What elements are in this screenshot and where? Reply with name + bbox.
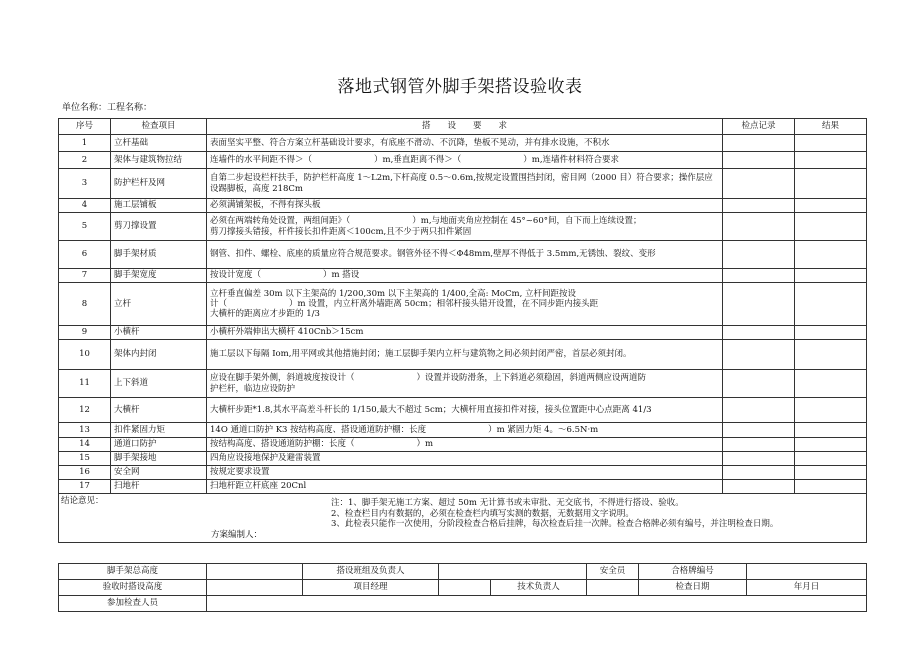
table-row bbox=[59, 398, 867, 423]
req-text: 应设在脚手架外侧，斜道坡度按设计（ bbox=[210, 373, 355, 384]
result-cell[interactable] bbox=[795, 423, 867, 438]
footer-row bbox=[59, 564, 867, 580]
table-row bbox=[59, 135, 867, 152]
row-item: 架体内封闭 bbox=[111, 340, 207, 370]
footer-table bbox=[58, 563, 867, 612]
table-row bbox=[59, 152, 867, 169]
row-requirement: 钢管、扣件、螺栓、底座的质量应符合规范要求。钢管外径不得＜Φ48mm,壁厚不得低于 3.5mm,无锈蚀、裂纹、变形 bbox=[207, 241, 723, 269]
row-no: 2 bbox=[59, 152, 111, 169]
req-text: 14O 通道口防护 K3 按结构高度、搭设通道防护棚：长度 bbox=[210, 424, 427, 435]
req-text: ）m bbox=[416, 439, 434, 450]
accept-height-label: 验收时搭设高度 bbox=[59, 580, 207, 596]
row-requirement: 自第二步起设栏杆扶手，防护栏杆高度 1～L2m,下杆高度 0.5～0.6m,按规定设置围挡封闭，密目网（2000 目）符合要求；操作层应设踢脚板，高度 218Cm bbox=[207, 169, 723, 199]
table-row bbox=[59, 326, 867, 340]
inspection-table bbox=[58, 118, 867, 543]
note-2: 2、检查栏目内有数据的，必须在检查栏内填写实测的数据，无数据用文字说明。 bbox=[331, 508, 634, 519]
row-no: 3 bbox=[59, 169, 111, 199]
result-cell[interactable] bbox=[795, 326, 867, 340]
row-requirement bbox=[207, 213, 723, 241]
record-cell[interactable] bbox=[723, 152, 795, 169]
row-no: 15 bbox=[59, 452, 111, 466]
result-cell[interactable] bbox=[795, 370, 867, 398]
row-no: 6 bbox=[59, 241, 111, 269]
row-no: 11 bbox=[59, 370, 111, 398]
record-cell[interactable] bbox=[723, 169, 795, 199]
row-requirement bbox=[207, 152, 723, 169]
row-requirement: 大横杆步距*1.8,其水平高差斗杆长的 1/150,最大不超过 5cm；大横杆用直接扣件对接，接头位置距中心点距离 41/3 bbox=[207, 398, 723, 423]
table-row bbox=[59, 241, 867, 269]
table-row bbox=[59, 452, 867, 466]
row-item: 上下斜道 bbox=[111, 370, 207, 398]
table-row bbox=[59, 269, 867, 283]
req-text: 大横杆的距离应才步距的 1/3 bbox=[210, 309, 320, 320]
accept-height-value[interactable] bbox=[207, 580, 303, 596]
check-date-label: 检查日期 bbox=[639, 580, 747, 596]
header-record: 检点记录 bbox=[723, 119, 795, 135]
row-no: 8 bbox=[59, 283, 111, 326]
table-row bbox=[59, 199, 867, 213]
row-item: 施工层铺板 bbox=[111, 199, 207, 213]
req-text: 剪刀撑接头错接，杆件接长扣件距离＜100cm,且不少于两只扣件紧固 bbox=[210, 226, 472, 237]
result-cell[interactable] bbox=[795, 199, 867, 213]
result-cell[interactable] bbox=[795, 213, 867, 241]
row-item: 立杆基础 bbox=[111, 135, 207, 152]
row-no: 1 bbox=[59, 135, 111, 152]
result-cell[interactable] bbox=[795, 169, 867, 199]
table-row bbox=[59, 283, 867, 326]
row-requirement bbox=[207, 283, 723, 326]
req-text: ）m,垂直距离不得＞（ bbox=[374, 154, 462, 165]
req-text: ）设置并设防滑条，上下斜道必须稳固，斜道两侧应设两道防 bbox=[416, 373, 647, 384]
form-title: 落地式钢管外脚手架搭设验收表 bbox=[337, 77, 583, 97]
footer-row bbox=[59, 596, 867, 612]
result-cell[interactable] bbox=[795, 480, 867, 494]
row-requirement: 表面坚实平整、符合方案立杆基础设计要求，有底座不滑动、不沉降，垫板不晃动，并有排水设施，不积水 bbox=[207, 135, 723, 152]
header-no: 序号 bbox=[59, 119, 111, 135]
table-row bbox=[59, 370, 867, 398]
record-cell[interactable] bbox=[723, 199, 795, 213]
row-requirement bbox=[207, 370, 723, 398]
row-no: 16 bbox=[59, 466, 111, 480]
row-requirement bbox=[207, 438, 723, 452]
result-cell[interactable] bbox=[795, 135, 867, 152]
team-leader-label: 搭设班组及负责人 bbox=[303, 564, 439, 580]
conclusion-cell[interactable] bbox=[59, 494, 867, 543]
req-text: ）m,连墙件材料符合要求 bbox=[523, 154, 620, 165]
result-cell[interactable] bbox=[795, 466, 867, 480]
note-3: 3、此检表只能作一次使用，分阶段检查合格后挂牌，每次检查后挂一次牌。检查合格牌必须有编号，并注明检查日期。 bbox=[331, 519, 779, 530]
record-cell[interactable] bbox=[723, 326, 795, 340]
table-row bbox=[59, 213, 867, 241]
record-cell[interactable] bbox=[723, 135, 795, 152]
table-row bbox=[59, 438, 867, 452]
row-item: 扣件紧固力矩 bbox=[111, 423, 207, 438]
row-item: 脚手架接地 bbox=[111, 452, 207, 466]
header-requirement: 搭 设 要 求 bbox=[207, 119, 723, 135]
header-row bbox=[59, 119, 867, 135]
record-cell[interactable] bbox=[723, 340, 795, 370]
designer-label: 方案编制人： bbox=[211, 530, 263, 540]
record-cell[interactable] bbox=[723, 423, 795, 438]
row-requirement: 小横杆外端伸出大横杆 410Cnb＞15cm bbox=[207, 326, 723, 340]
table-row bbox=[59, 169, 867, 199]
row-requirement: 四角应设接地保护及避雷装置 bbox=[207, 452, 723, 466]
record-cell[interactable] bbox=[723, 398, 795, 423]
row-requirement bbox=[207, 423, 723, 438]
record-cell[interactable] bbox=[723, 370, 795, 398]
check-date-value[interactable]: 年月日 bbox=[747, 580, 867, 596]
req-text: 连墙件的水平间距不得＞（ bbox=[210, 154, 313, 165]
result-cell[interactable] bbox=[795, 438, 867, 452]
unit-line: 单位名称：工程名称： bbox=[62, 103, 153, 113]
req-text: 按结构高度、搭设通道防护棚：长度（ bbox=[210, 439, 355, 450]
result-cell[interactable] bbox=[795, 152, 867, 169]
record-cell[interactable] bbox=[723, 213, 795, 241]
header-result: 结果 bbox=[795, 119, 867, 135]
total-height-value[interactable] bbox=[207, 564, 303, 580]
record-cell[interactable] bbox=[723, 283, 795, 326]
row-item: 防护栏杆及网 bbox=[111, 169, 207, 199]
row-no: 14 bbox=[59, 438, 111, 452]
tech-leader-value[interactable] bbox=[587, 580, 639, 596]
total-height-label: 脚手架总高度 bbox=[59, 564, 207, 580]
row-item: 剪刀撑设置 bbox=[111, 213, 207, 241]
record-cell[interactable] bbox=[723, 269, 795, 283]
table-row bbox=[59, 466, 867, 480]
conclusion-row bbox=[59, 494, 867, 543]
req-text: 护栏杆，临边应设防护 bbox=[210, 383, 296, 394]
row-no: 5 bbox=[59, 213, 111, 241]
row-item: 架体与建筑物拉结 bbox=[111, 152, 207, 169]
record-cell[interactable] bbox=[723, 480, 795, 494]
project-manager-label: 项目经理 bbox=[303, 580, 439, 596]
row-no: 4 bbox=[59, 199, 111, 213]
record-cell[interactable] bbox=[723, 452, 795, 466]
row-item: 立杆 bbox=[111, 283, 207, 326]
row-item: 小横杆 bbox=[111, 326, 207, 340]
tech-leader-label: 技术负责人 bbox=[491, 580, 587, 596]
inspectors-value[interactable] bbox=[207, 596, 867, 612]
row-requirement: 按规定要求设置 bbox=[207, 466, 723, 480]
row-no: 10 bbox=[59, 340, 111, 370]
cert-no-value[interactable] bbox=[747, 564, 867, 580]
header-item: 检查项目 bbox=[111, 119, 207, 135]
row-requirement bbox=[207, 269, 723, 283]
result-cell[interactable] bbox=[795, 452, 867, 466]
row-no: 12 bbox=[59, 398, 111, 423]
row-item: 扫地杆 bbox=[111, 480, 207, 494]
req-text: 立杆垂直偏差 30m 以下主架高的 1/200,30m 以下主架高的 1/400,全高: MoCm, 立杆间距按设 bbox=[210, 288, 577, 299]
row-requirement: 施工层以下每隔 Iom,用平网或其他措施封闭；施工层脚手架内立杆与建筑物之间必须封闭严密，首层必须封闭。 bbox=[207, 340, 723, 370]
footer-row bbox=[59, 580, 867, 596]
result-cell[interactable] bbox=[795, 340, 867, 370]
table-row bbox=[59, 340, 867, 370]
row-no: 7 bbox=[59, 269, 111, 283]
req-text: 计（ bbox=[210, 298, 228, 309]
req-text: ）m 设置，内立杆离外墙距离 50cm；相邻杆接头错开设置，在不同步距内接头距 bbox=[289, 298, 599, 309]
row-item: 大横杆 bbox=[111, 398, 207, 423]
notes bbox=[331, 498, 851, 530]
table-row bbox=[59, 423, 867, 438]
row-item: 安全网 bbox=[111, 466, 207, 480]
req-text: 必须在两端转角处设置，两组间距》（ bbox=[210, 216, 351, 227]
inspectors-label: 参加检查人员 bbox=[59, 596, 207, 612]
row-no: 17 bbox=[59, 480, 111, 494]
safety-officer-label: 安全员 bbox=[587, 564, 639, 580]
result-cell[interactable] bbox=[795, 269, 867, 283]
record-cell[interactable] bbox=[723, 438, 795, 452]
row-no: 13 bbox=[59, 423, 111, 438]
project-manager-value[interactable] bbox=[439, 580, 491, 596]
row-item: 脚手架宽度 bbox=[111, 269, 207, 283]
row-item: 通道口防护 bbox=[111, 438, 207, 452]
record-cell[interactable] bbox=[723, 241, 795, 269]
team-leader-value[interactable] bbox=[439, 564, 587, 580]
cert-no-label: 合格牌编号 bbox=[639, 564, 747, 580]
req-text: ）m 紧固力矩 4。～6.5N·m bbox=[488, 424, 599, 435]
req-text: 按设计宽度（ bbox=[210, 270, 262, 281]
note-1: 注：1、脚手架无施工方案、超过 50m 无计算书或未审批、无交底书，不得进行搭设、验收。 bbox=[331, 498, 684, 508]
record-cell[interactable] bbox=[723, 466, 795, 480]
req-text: ）m 搭设 bbox=[323, 270, 360, 281]
table-row bbox=[59, 480, 867, 494]
conclusion-label: 结论意见： bbox=[61, 496, 104, 506]
result-cell[interactable] bbox=[795, 398, 867, 423]
row-requirement: 扫地杆距立杆底座 20Cnl bbox=[207, 480, 723, 494]
result-cell[interactable] bbox=[795, 241, 867, 269]
req-text: ）m,与地面夹角应控制在 45°~60°间，自下而上连续设置； bbox=[412, 216, 642, 227]
row-requirement: 必须满铺架板，不得有探头板 bbox=[207, 199, 723, 213]
result-cell[interactable] bbox=[795, 283, 867, 326]
row-no: 9 bbox=[59, 326, 111, 340]
row-item: 脚手架材质 bbox=[111, 241, 207, 269]
